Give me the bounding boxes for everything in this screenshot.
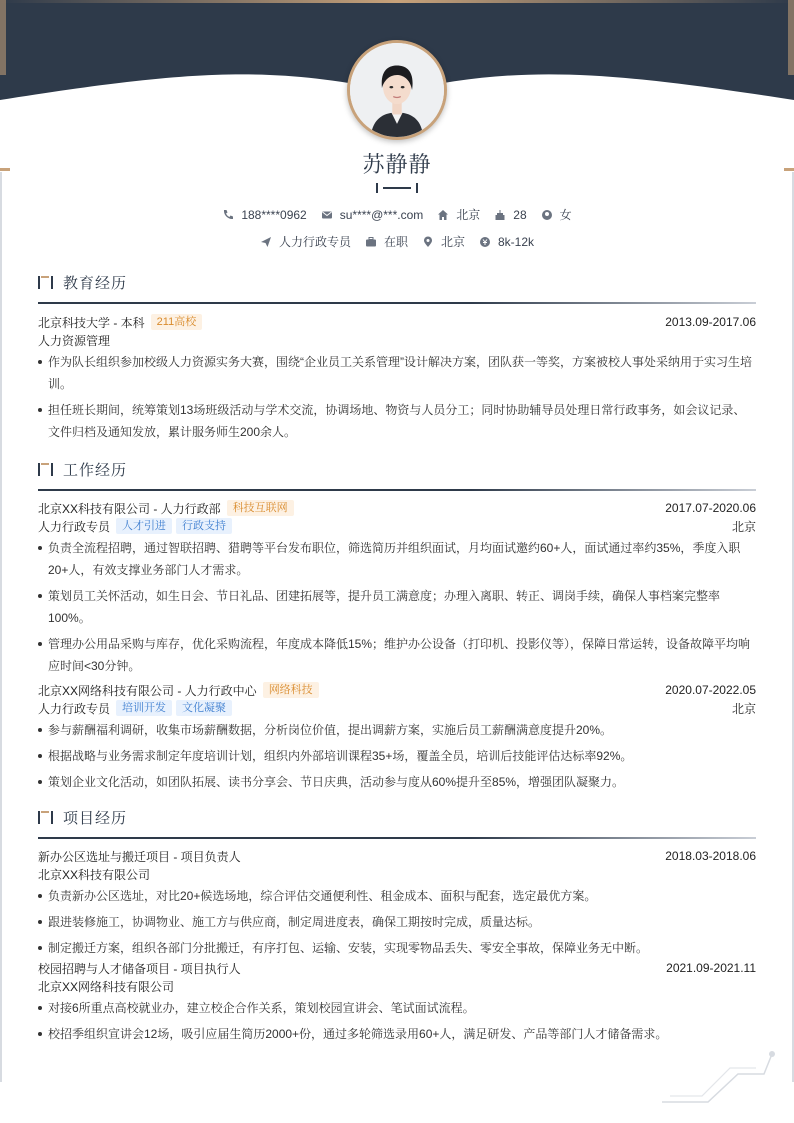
gender-icon [541,209,553,221]
list-item: 负责新办公区选址，对比20+候选场地，综合评估交通便利性、租金成本、面积与配套，选定最优方案。 [38,885,756,907]
home-icon [437,209,449,221]
projects-title-text: 项目经历 [63,809,128,827]
education-entry [38,313,756,443]
list-item: 参与薪酬福利调研，收集市场薪酬数据，分析岗位价值，提出调薪方案，实施后员工薪酬满意度提升20%。 [38,719,756,741]
list-item: 制定搬迁方案，组织各部门分批搬迁，有序打包、运输、安装，实现零物品丢失、零安全事故，保障业务无中断。 [38,937,756,959]
salary-text: 8k-12k [498,234,535,249]
major: 人力资源管理 [38,333,111,348]
position: 人力行政专员 [38,519,111,534]
list-item: 担任班长期间，统筹策划13场班级活动与学术交流，协调场地、物资与人员分工；同时协助辅导员处理日常行政事务，如会议记录、文件归档及通知发放，累计服务师生200余人。 [38,399,756,443]
industry-tag: 科技互联网 [227,500,294,516]
work-date: 2020.07-2022.05 [665,683,756,697]
list-item: 对接6所重点高校就业办，建立校企合作关系，策划校园宣讲会、笔试面试流程。 [38,997,756,1019]
school-tag: 211高校 [151,314,203,330]
candidate-name: 苏静静 [362,152,432,177]
project-date: 2021.09-2021.11 [666,961,756,975]
list-item: 策划企业文化活动，如团队拓展、读书分享会、节日庆典，活动参与度从60%提升至85%，增强团队凝聚力。 [38,771,756,793]
section-divider [38,302,756,304]
target-job-item [260,233,351,250]
education-bullets [38,351,756,443]
target-city-item [422,233,465,250]
corner-decoration [660,1048,778,1104]
education-title [38,272,756,292]
list-item: 管理办公用品采购与库存，优化采购流程，年度成本降低15%；维护办公设备（打印机、投影仪等），保障日常运转，设备故障平均响应时间<30分钟。 [38,633,756,677]
list-item: 根据战略与业务需求制定年度培训计划，组织内外部培训课程35+场，覆盖全员，培训后技能评估达标率92%。 [38,745,756,767]
money-icon [479,236,491,248]
project-entry [38,847,756,959]
section-mark-icon [38,461,54,477]
project-company: 北京XX科技有限公司 [38,867,151,882]
salary-item [479,235,534,249]
status-text: 在职 [383,235,408,249]
section-mark-icon [38,274,54,290]
work-bullets [38,537,756,677]
target-city-text: 北京 [440,235,465,249]
project-bullets [38,997,756,1045]
job-intent-row [0,233,794,250]
position: 人力行政专员 [38,701,111,716]
phone-icon [222,209,234,221]
target-job-text: 人力行政专员 [278,235,351,249]
work-location: 北京 [731,519,756,534]
email-text: su****@***.com [339,207,424,222]
avatar-photo [350,43,444,137]
avatar [347,40,447,140]
work-entry [38,499,756,677]
age-text: 28 [513,207,527,222]
education-date: 2013.09-2017.06 [665,315,756,329]
skill-tag: 文化凝聚 [176,700,232,716]
section-divider [38,837,756,839]
industry-tag: 网络科技 [263,682,319,698]
phone-item [222,208,306,222]
projects-section [38,807,756,1045]
work-date: 2017.07-2020.06 [665,501,756,515]
project-name: 校园招聘与人才储备项目 - 项目执行人 [38,961,241,976]
skill-tag: 行政支持 [176,518,232,534]
list-item: 负责全流程招聘，通过智联招聘、猎聘等平台发布职位，筛选简历并组织面试，月均面试邀约60+人，面试通过率约35%，季度入职20+人，有效支撑业务部门人才需求。 [38,537,756,581]
gender-text: 女 [559,208,572,222]
cake-icon [494,209,506,221]
section-mark-icon [38,809,54,825]
list-item: 策划员工关怀活动，如生日会、节日礼品、团建拓展等，提升员工满意度；办理入离职、转正、调岗手续，确保人事档案完整率100%。 [38,585,756,629]
project-bullets [38,885,756,959]
email-item [321,208,424,222]
location-pin-icon [422,236,434,248]
project-company: 北京XX网络科技有限公司 [38,979,175,994]
skill-tag: 培训开发 [116,700,172,716]
work-entry [38,681,756,793]
gender-item [541,206,572,223]
briefcase-icon [365,236,377,248]
work-location: 北京 [731,701,756,716]
work-title-text: 工作经历 [63,461,128,479]
projects-title [38,807,756,827]
send-icon [260,236,272,248]
company-name: 北京XX网络科技有限公司 - 人力行政中心 [38,683,257,698]
company-name: 北京XX科技有限公司 - 人力行政部 [38,501,221,516]
list-item: 校招季组织宣讲会12场，吸引应届生简历2000+份，通过多轮筛选录用60+人，满足研发、产品等部门人才储备需求。 [38,1023,756,1045]
work-section [38,459,756,793]
section-divider [38,489,756,491]
project-name: 新办公区选址与搬迁项目 - 项目负责人 [38,849,241,864]
work-title [38,459,756,479]
age-item [494,208,526,222]
status-item [365,233,408,250]
education-title-text: 教育经历 [63,274,128,292]
left-border-line [0,172,2,1082]
education-section [38,272,756,443]
project-entry [38,959,756,1045]
list-item: 跟进装修施工，协调物业、施工方与供应商，制定周进度表，确保工期按时完成，质量达标。 [38,911,756,933]
phone-text: 188****0962 [241,207,307,222]
list-item: 作为队长组织参加校级人力资源实务大赛，围绕“企业员工关系管理”设计解决方案，团队获一等奖，方案被校人事处采纳用于实习生培训。 [38,351,756,395]
skill-tag: 人才引进 [116,518,172,534]
name-divider [376,182,418,194]
contact-row [0,206,794,223]
work-bullets [38,719,756,793]
email-icon [321,209,333,221]
project-date: 2018.03-2018.06 [665,849,756,863]
city-text: 北京 [456,208,481,222]
school-name: 北京科技大学 - 本科 [38,315,145,330]
city-item [437,206,480,223]
